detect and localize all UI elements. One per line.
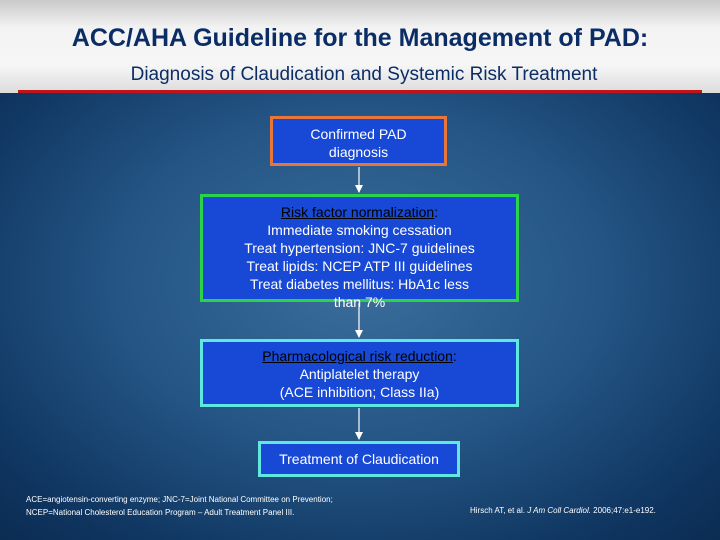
box2-heading-row bbox=[281, 203, 438, 221]
box4-label: Treatment of Claudication bbox=[279, 451, 439, 467]
treatment-of-claudication-box bbox=[258, 441, 460, 477]
slide-subtitle: Diagnosis of Claudication and Systemic Risk Treatment bbox=[130, 64, 598, 85]
box2-heading-colon: : bbox=[434, 204, 439, 220]
box1-line-2: diagnosis bbox=[328, 144, 389, 160]
footnote-line-2: NCEP=National Cholesterol Education Program – Adult Treatment Panel III. bbox=[26, 508, 295, 517]
box2-line-2: Treat hypertension: JNC-7 guidelines bbox=[244, 240, 475, 256]
box2-line-4: Treat diabetes mellitus: HbA1c less bbox=[250, 276, 469, 292]
box3-heading-row bbox=[262, 347, 457, 365]
box3-line-2: (ACE inhibition; Class IIa) bbox=[279, 384, 440, 400]
box3-heading: Pharmacological risk reduction bbox=[262, 348, 453, 364]
footnote-line-1: ACE=angiotensin-converting enzyme; JNC-7=Joint National Committee on Prevention; bbox=[26, 495, 333, 504]
citation bbox=[470, 506, 656, 515]
confirmed-pad-diagnosis-box bbox=[270, 116, 447, 166]
box2-line-5: than 7% bbox=[333, 294, 386, 310]
pharmacological-risk-reduction-box bbox=[200, 339, 519, 407]
citation-journal: J Am Coll Cardiol. bbox=[527, 506, 591, 515]
risk-factor-normalization-box bbox=[200, 194, 519, 310]
box3-heading-colon: : bbox=[452, 348, 457, 364]
citation-details: 2006;47:e1-e192. bbox=[593, 506, 656, 515]
citation-authors: Hirsch AT, et al. bbox=[470, 506, 525, 515]
box2-line-3: Treat lipids: NCEP ATP III guidelines bbox=[246, 258, 473, 274]
box2-line-1: Immediate smoking cessation bbox=[267, 222, 452, 238]
box1-line-1: Confirmed PAD bbox=[310, 126, 407, 142]
box2-heading: Risk factor normalization bbox=[280, 204, 435, 220]
slide-title: ACC/AHA Guideline for the Management of PAD: bbox=[71, 24, 649, 52]
box3-line-1: Antiplatelet therapy bbox=[299, 366, 420, 382]
abbreviations-footnote bbox=[26, 493, 333, 519]
